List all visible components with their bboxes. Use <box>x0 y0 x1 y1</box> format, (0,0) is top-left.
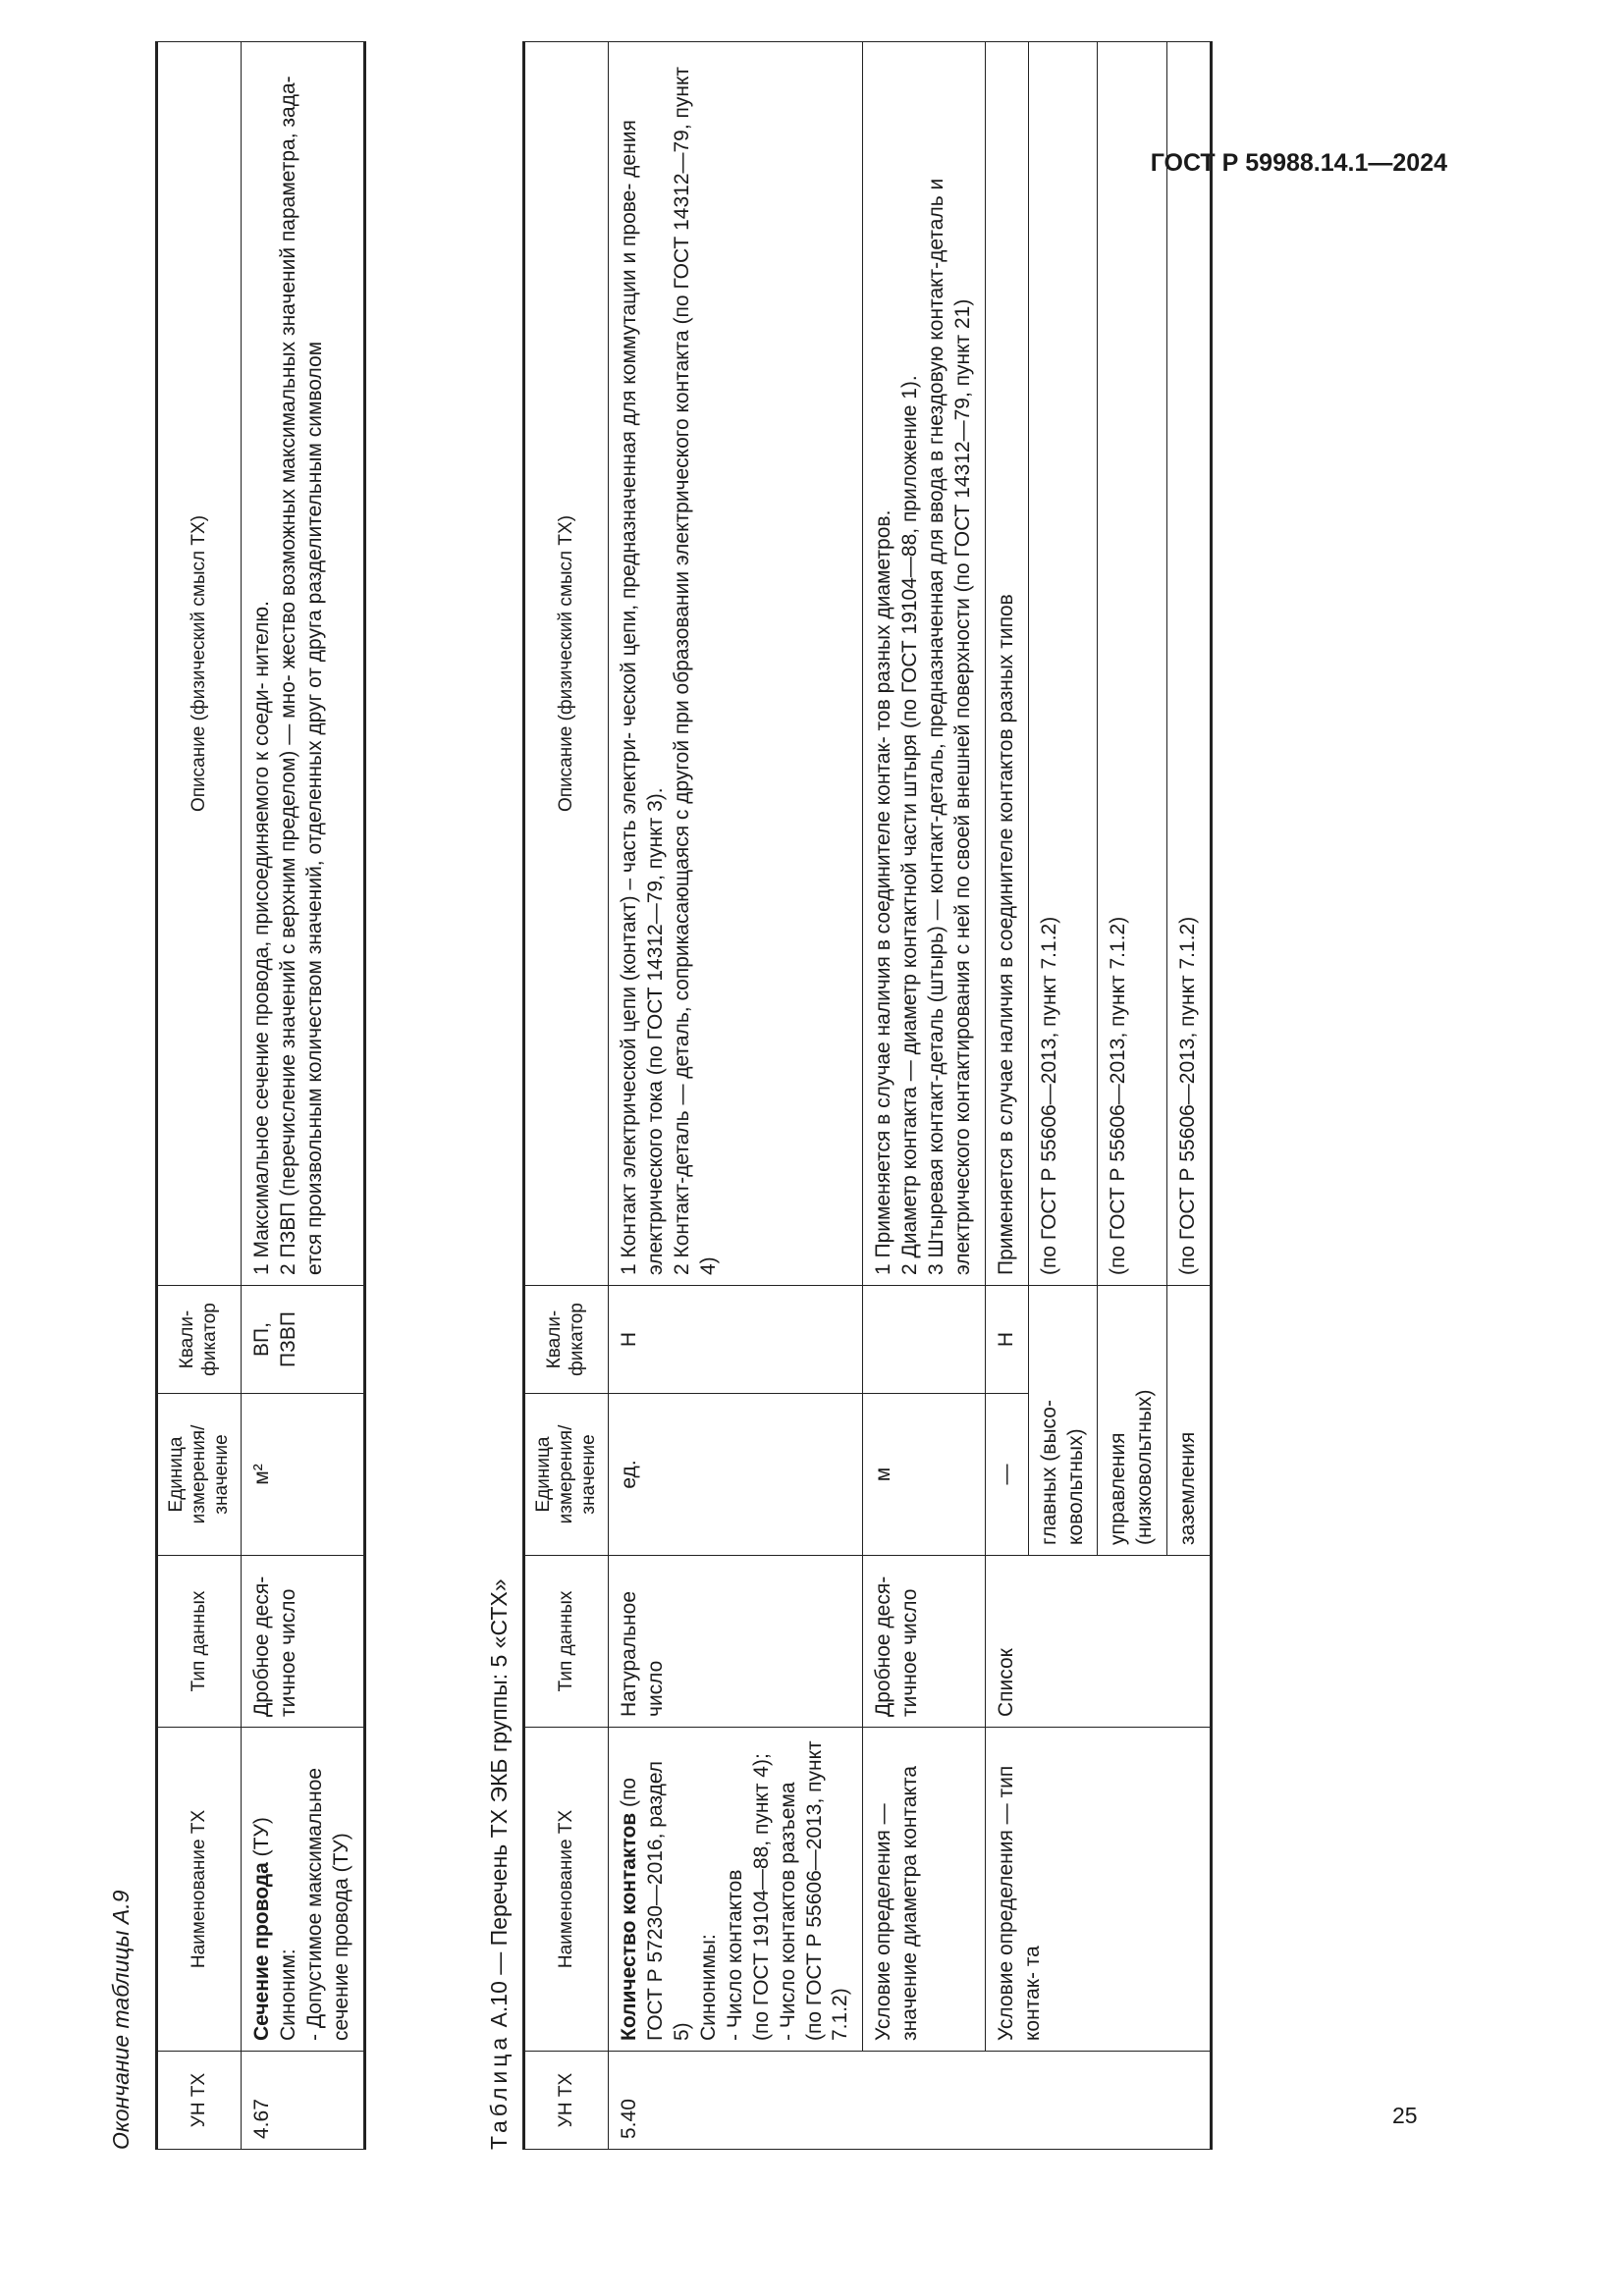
cell-qualifier: Н <box>609 1286 863 1394</box>
synonym-label: Синонимы: <box>697 1934 721 2041</box>
header-code: УН ТХ <box>157 2052 242 2150</box>
option-label: главных (высо- ковольтных) <box>1028 1286 1098 1556</box>
table-a9-header-row <box>157 42 242 2150</box>
option-reference: (по ГОСТ Р 55606—2013, пункт 7.1.2) <box>1167 42 1212 1286</box>
synonym-item: - Допустимое максимальное сечение провода (ТУ) <box>303 1767 353 2041</box>
cell-name: Условие определения — значение диаметра контакта <box>863 1728 986 2052</box>
description-line: 1 Применяется в случае наличия в соединителе контак- тов разных диаметров. <box>872 509 895 1275</box>
synonym-reference: (по ГОСТ 19104—88, пункт 4); <box>749 1753 773 2041</box>
cell-qualifier: ВП, ПЗВП <box>242 1286 365 1394</box>
cell-description: Применяется в случае наличия в соединителе контактов разных типов <box>985 42 1028 1286</box>
cell-description <box>609 42 863 1286</box>
rotated-page-content <box>108 10 1414 2150</box>
cell-code: 5.40 <box>609 2052 1212 2150</box>
table-row <box>609 42 863 2150</box>
page-number: 25 <box>1392 2103 1418 2128</box>
table-a10-caption <box>486 1578 513 2150</box>
synonym-item: - Число контактов <box>723 1869 746 2041</box>
table-row <box>985 42 1028 2150</box>
name-rest: (ТУ) <box>250 1817 274 1863</box>
name-reference: (по ГОСТ Р 57230—2016, раздел 5) <box>618 1760 694 2041</box>
header-description: Описание (физический смысл ТХ) <box>524 42 609 1286</box>
cell-description <box>863 42 986 1286</box>
cell-unit: м² <box>242 1394 365 1556</box>
header-type: Тип данных <box>524 1556 609 1728</box>
header-code: УН ТХ <box>524 2052 609 2150</box>
table-row <box>863 42 986 2150</box>
cell-name: Условие определения — тип контак- та <box>985 1728 1211 2052</box>
cell-type: Список <box>985 1556 1211 1728</box>
header-unit: Единица измерения/ значение <box>524 1394 609 1556</box>
document-header: ГОСТ Р 59988.14.1—2024 <box>1150 149 1447 177</box>
caption-title: А.10 — Перечень ТХ ЭКБ группы: 5 «СТХ» <box>486 1578 512 2034</box>
option-label: заземления <box>1167 1286 1212 1556</box>
option-reference: (по ГОСТ Р 55606—2013, пункт 7.1.2) <box>1028 42 1098 1286</box>
table-a10-header-row <box>524 42 609 2150</box>
header-qualifier: Квали- фикатор <box>157 1286 242 1394</box>
cell-type: Дробное деся- тичное число <box>242 1556 365 1728</box>
description-line: 1 Контакт электрической цепи (контакт) – часть электри- ческой цепи, предназначенная для коммутации и прове- дения электрического тока (по ГОСТ 14312—79, пункт 3). <box>618 120 668 1275</box>
synonym-label: Синоним: <box>277 1949 300 2041</box>
description-line: 2 ПЗВП (перечисление значений с верхним пределом) — мно- жество возможных максимальных значений параметра, зада- ется произвольным количеством значений, отделенных друг от друга разделительным символом <box>277 76 327 1275</box>
description-line: 3 Штыревая контакт-деталь (штырь) — контакт-деталь, предназначенная для ввода в гнездовую контакт-деталь и электрического контактирования с ней по своей внешней поверхности (по ГОСТ 14312—79, пункт 21) <box>925 178 974 1275</box>
description-line: 1 Максимальное сечение провода, присоединяемого к соеди- нителю. <box>250 601 274 1275</box>
description-line: 2 Диаметр контакта — диаметр контактной части штыря (по ГОСТ 19104—88, приложение 1). <box>898 375 922 1275</box>
table-row <box>242 42 365 2150</box>
table-a9-caption: Окончание таблицы А.9 <box>108 1890 134 2150</box>
header-type: Тип данных <box>157 1556 242 1728</box>
cell-qualifier: Н <box>985 1286 1028 1394</box>
option-label: управления (низковольтных) <box>1098 1286 1167 1556</box>
header-description: Описание (физический смысл ТХ) <box>157 42 242 1286</box>
cell-name <box>242 1728 365 2052</box>
header-qualifier: Квали- фикатор <box>524 1286 609 1394</box>
name-bold: Сечение провода <box>250 1862 274 2041</box>
header-unit: Единица измерения/ значение <box>157 1394 242 1556</box>
header-name: Наименование ТХ <box>157 1728 242 2052</box>
synonym-reference: (по ГОСТ Р 55606—2013, пункт 7.1.2) <box>802 1740 852 2041</box>
option-reference: (по ГОСТ Р 55606—2013, пункт 7.1.2) <box>1098 42 1167 1286</box>
cell-unit: м <box>863 1394 986 1556</box>
cell-code: 4.67 <box>242 2052 365 2150</box>
caption-label: Таблица <box>486 2033 512 2150</box>
cell-qualifier <box>863 1286 986 1394</box>
table-a10 <box>522 41 1213 2150</box>
cell-name <box>609 1728 863 2052</box>
cell-type: Дробное деся- тичное число <box>863 1556 986 1728</box>
cell-unit: ед. <box>609 1394 863 1556</box>
description-line: 2 Контакт-деталь — деталь, соприкасающаяся с другой при образовании электрического контакта (по ГОСТ 14312—79, пункт 4) <box>671 66 721 1275</box>
synonym-item: - Число контактов разъема <box>776 1782 799 2041</box>
cell-type: Натуральное число <box>609 1556 863 1728</box>
header-name: Наименование ТХ <box>524 1728 609 2052</box>
cell-unit: — <box>985 1394 1028 1556</box>
cell-description <box>242 42 365 1286</box>
name-bold: Количество контактов <box>618 1812 641 2041</box>
table-a9 <box>155 41 366 2150</box>
